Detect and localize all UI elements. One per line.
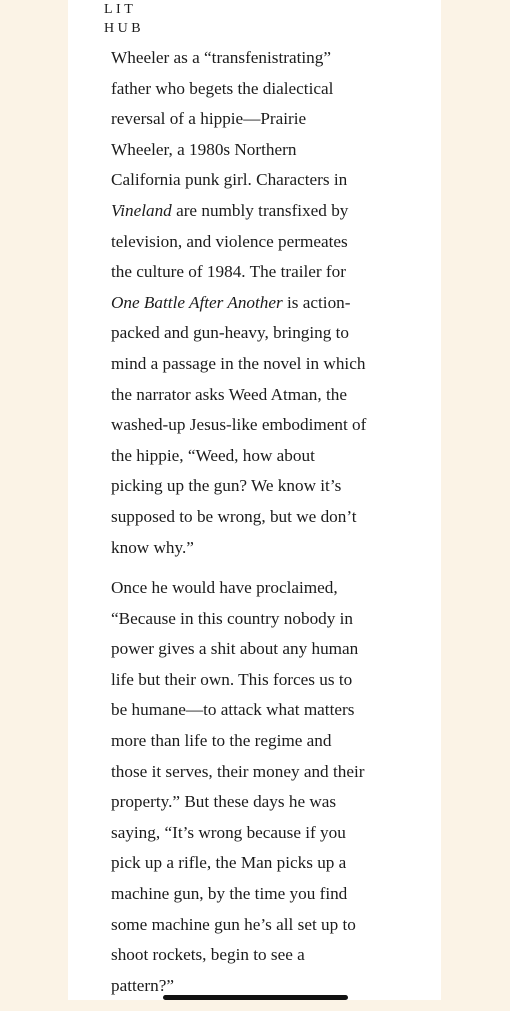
line-text: know why.” [111, 537, 194, 557]
text-line [111, 502, 411, 533]
book-title: One Battle After Another [111, 292, 283, 312]
line-text: are numbly transfixed by [171, 200, 349, 220]
text-line [111, 380, 411, 411]
text-line [111, 227, 411, 258]
text-line [111, 879, 411, 910]
line-text: be humane—to attack what matters [111, 700, 355, 720]
line-text: California punk girl. Characters in [111, 170, 348, 190]
text-line [111, 257, 411, 288]
text-line [111, 43, 411, 74]
text-line [111, 165, 411, 196]
text-line [111, 910, 411, 941]
text-line [111, 695, 411, 726]
book-title: Vineland [111, 200, 172, 220]
text-line [111, 74, 411, 105]
text-line [111, 533, 411, 564]
line-text: saying, “It’s wrong because if you [111, 822, 346, 842]
home-indicator[interactable] [163, 995, 348, 1000]
text-line [111, 288, 411, 319]
text-line [111, 349, 411, 380]
line-text: supposed to be wrong, but we don’t [111, 506, 357, 526]
line-text: Once he would have proclaimed, [111, 578, 338, 598]
logo-line-lit: LIT [104, 2, 137, 17]
line-text: those it serves, their money and their [111, 761, 365, 781]
line-text: power gives a shit about any human [111, 639, 359, 659]
text-line [111, 135, 411, 166]
line-text: “Because in this country nobody in [111, 608, 354, 628]
line-text: the culture of 1984. The trailer for [111, 262, 346, 282]
line-text: is action- [282, 292, 351, 312]
line-text: Wheeler, a 1980s Northern [111, 139, 297, 159]
line-text: Wheeler as a “transfenistrating” [111, 48, 331, 67]
line-text: picking up the gun? We know it’s [111, 476, 342, 496]
text-line [111, 757, 411, 788]
text-line [111, 441, 411, 472]
line-text: packed and gun-heavy, bringing to [111, 323, 350, 343]
text-line [111, 196, 411, 227]
text-line [111, 573, 411, 604]
text-line [111, 410, 411, 441]
article-body [111, 43, 411, 1011]
text-line [111, 471, 411, 502]
line-text: life but their own. This forces us to [111, 669, 353, 689]
line-text: machine gun, by the time you find [111, 884, 348, 904]
line-text: father who begets the dialectical [111, 78, 334, 98]
line-text: some machine gun he’s all set up to [111, 914, 356, 934]
line-text: the hippie, “Weed, how about [111, 445, 315, 465]
line-text: pattern?” [111, 975, 174, 995]
text-line [111, 848, 411, 879]
text-line [111, 604, 411, 635]
line-text: washed-up Jesus-like embodiment of [111, 415, 367, 435]
line-text: more than life to the regime and [111, 731, 332, 751]
line-text: the narrator asks Weed Atman, the [111, 384, 347, 404]
text-line [111, 726, 411, 757]
text-line [111, 940, 411, 971]
line-text: pick up a rifle, the Man picks up a [111, 853, 347, 873]
line-text: mind a passage in the novel in which [111, 353, 366, 373]
line-text: television, and violence permeates [111, 231, 348, 251]
text-line [111, 665, 411, 696]
line-text: reversal of a hippie—Prairie [111, 109, 307, 129]
line-text: shoot rockets, begin to see a [111, 945, 305, 965]
text-line [111, 104, 411, 135]
text-line [111, 634, 411, 665]
text-line [111, 318, 411, 349]
paragraph-1 [111, 43, 411, 563]
lithub-logo[interactable] [104, 0, 144, 38]
logo-line-hub: HUB [104, 21, 145, 36]
line-text: property.” But these days he was [111, 792, 337, 812]
text-line [111, 787, 411, 818]
paragraph-2 [111, 573, 411, 1001]
text-line [111, 818, 411, 849]
